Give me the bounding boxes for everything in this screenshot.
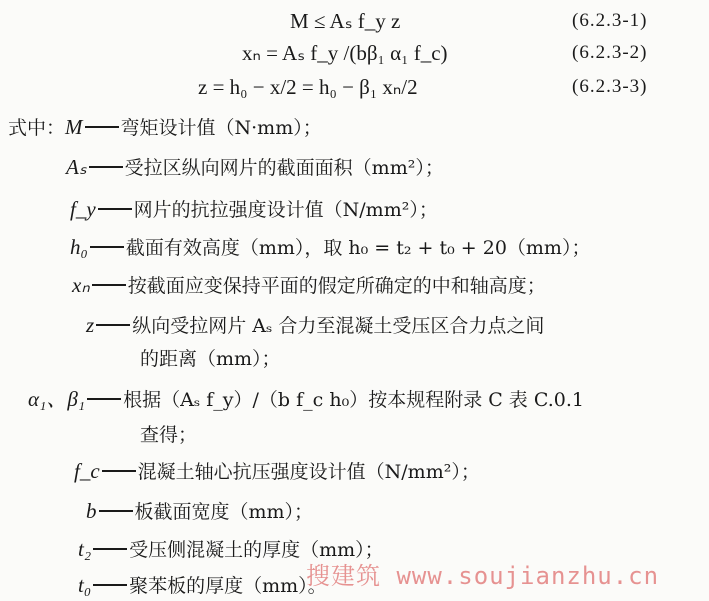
- symbol: t₀: [78, 573, 92, 597]
- equation-number: (6.2.3-1): [572, 10, 648, 31]
- symbol: M: [65, 115, 83, 139]
- symbol: α₁、β₁: [28, 387, 86, 411]
- definition-row: [66, 152, 444, 183]
- definition-text: 网片的抗拉强度设计值（N/mm²）；: [133, 199, 438, 221]
- definition-text: 按截面应变保持平面的假定所确定的中和轴高度；: [127, 275, 546, 297]
- definition-text: 截面有效高度（mm），取 h₀ = t₂ + t₀ + 20（mm）；: [125, 237, 591, 259]
- em-dash: [89, 166, 123, 168]
- definition-text: 根据（Aₛ f_y）/（b f_c h₀）按本规程附录 C 表 C.0.1: [123, 389, 584, 411]
- definition-row: [8, 112, 322, 143]
- equation-1: [0, 4, 709, 38]
- definition-row: [86, 310, 544, 341]
- definition-continuation: 的距离（mm）；: [140, 348, 281, 370]
- em-dash: [87, 398, 121, 400]
- definition-text: 聚苯板的厚度（mm）。: [129, 575, 327, 597]
- em-dash: [96, 324, 130, 326]
- definition-text: 混凝土轴心抗压强度设计值（N/mm²）；: [137, 461, 480, 483]
- definition-row: [28, 384, 584, 415]
- lead-label: 式中：: [8, 117, 66, 139]
- em-dash: [102, 470, 136, 472]
- equation-formula: M ≤ Aₛ f_y z: [290, 9, 401, 33]
- equation-3: [0, 70, 709, 104]
- equation-2: [0, 36, 709, 70]
- definition-row: [72, 270, 546, 301]
- definition-text: 纵向受拉网片 Aₛ 合力至混凝土受压区合力点之间: [132, 315, 545, 337]
- symbol: f_y: [70, 197, 96, 221]
- definition-row: [74, 456, 480, 487]
- symbol: b: [86, 499, 97, 523]
- em-dash: [93, 548, 127, 550]
- equation-formula: xₙ = Aₛ f_y /(bβ₁ α₁ f_c): [242, 41, 448, 65]
- equation-formula: z = h₀ − x/2 = h₀ − β₁ xₙ/2: [198, 75, 418, 99]
- symbol: xₙ: [72, 273, 90, 297]
- symbol: t₂: [78, 537, 92, 561]
- em-dash: [85, 126, 119, 128]
- em-dash: [93, 584, 127, 586]
- definition-row: [70, 194, 438, 225]
- symbol: z: [86, 313, 95, 337]
- watermark: 搜建筑 www.soujianzhu.cn: [306, 562, 660, 590]
- em-dash: [90, 246, 124, 248]
- em-dash: [92, 284, 126, 286]
- definition-continuation: 查得；: [140, 424, 198, 446]
- definition-text: 板截面宽度（mm）；: [134, 501, 314, 523]
- symbol: f_c: [74, 459, 100, 483]
- definition-text: 受拉区纵向网片的截面面积（mm²）；: [124, 157, 444, 179]
- em-dash: [98, 208, 132, 210]
- definition-text: 受压侧混凝土的厚度（mm）；: [129, 539, 384, 561]
- equation-number: (6.2.3-3): [572, 76, 648, 97]
- definition-row: [86, 496, 313, 527]
- definition-text: 弯矩设计值（N·mm）；: [120, 117, 322, 139]
- em-dash: [99, 510, 133, 512]
- definition-row: [70, 232, 590, 263]
- symbol: Aₛ: [66, 155, 87, 179]
- definition-row: [78, 570, 327, 601]
- symbol: h₀: [70, 235, 88, 259]
- equation-number: (6.2.3-2): [572, 42, 648, 63]
